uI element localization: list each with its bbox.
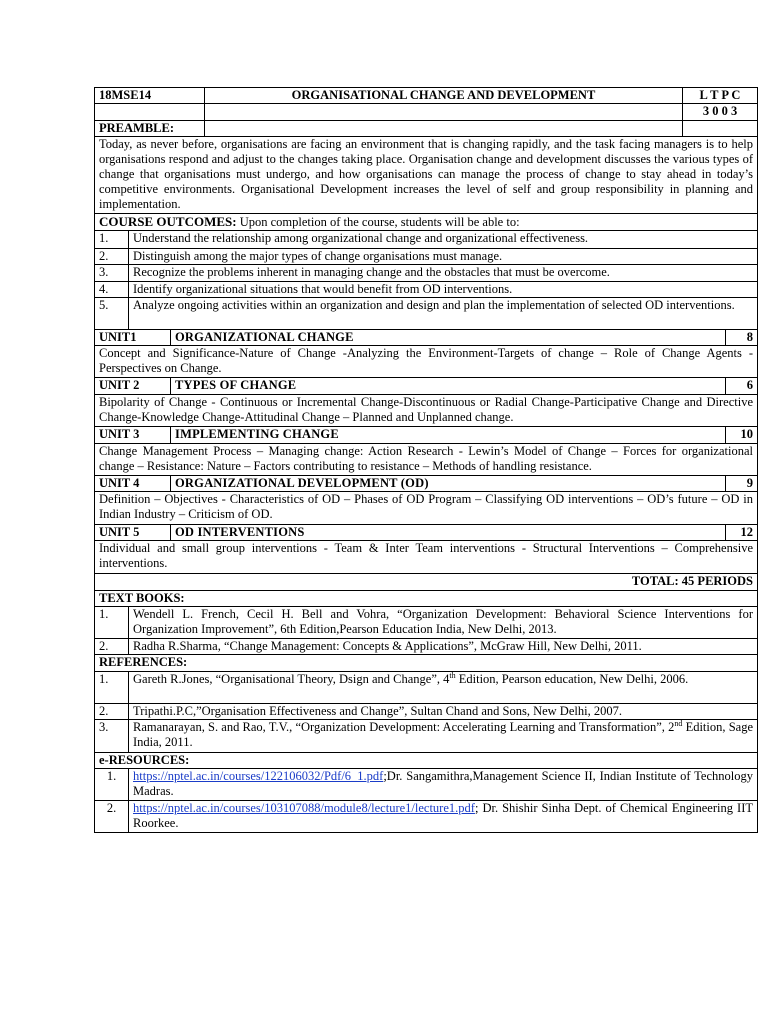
outcome-row	[95, 298, 758, 330]
unit-label: UNIT 3	[95, 427, 171, 444]
unit-heading-row	[95, 525, 758, 541]
unit-content: Individual and small group interventions - Team & Inter Team interventions - Structural Interventions – Comprehensive interventions.	[95, 541, 758, 574]
empty-cell	[683, 121, 758, 137]
textbook-row	[95, 639, 758, 655]
textbook-text: Wendell L. French, Cecil H. Bell and Vohra, “Organization Development: Behavioral Science Interventions for Organization Improvement”, 6th Edition,Pearson Education India, New Delhi, 2013.	[129, 607, 758, 639]
outcome-number: 4.	[95, 282, 129, 298]
outcomes-intro: Upon completion of the course, students will be able to:	[236, 215, 520, 229]
ltpc-label: L T P C	[683, 88, 758, 104]
unit-title: ORGANIZATIONAL CHANGE	[171, 330, 726, 346]
reference-text	[129, 720, 758, 753]
outcome-number: 2.	[95, 249, 129, 265]
eresource-text: ; Dr. Shishir Sinha Dept. of Chemical Engineering IIT Roorkee.	[133, 801, 753, 830]
reference-text-part: Gareth R.Jones, “Organisational Theory, Dsign and Change”, 4	[133, 672, 450, 686]
unit-content: Concept and Significance-Nature of Change -Analyzing the Environment-Targets of change – Role of Change Agents - Perspectives on Change.	[95, 346, 758, 378]
references-heading: REFERENCES:	[95, 655, 758, 672]
eresource-number: 2.	[95, 801, 129, 833]
reference-text-part: Edition, Sage India, 2011.	[133, 720, 753, 749]
references-heading-row	[95, 655, 758, 672]
reference-text	[129, 672, 758, 704]
outcomes-heading-row	[95, 214, 758, 231]
unit-content-row	[95, 395, 758, 427]
outcome-number: 3.	[95, 265, 129, 282]
reference-text: Tripathi.P.C,”Organisation Effectiveness and Change”, Sultan Chand and Sons, New Delhi, 2007.	[129, 704, 758, 720]
unit-hours: 8	[726, 330, 758, 346]
unit-content-row	[95, 541, 758, 574]
reference-text-part: Edition, Pearson education, New Delhi, 2006.	[455, 672, 689, 686]
course-header-row	[95, 88, 758, 104]
preamble-heading-row	[95, 121, 758, 137]
unit-hours: 6	[726, 378, 758, 395]
unit-label: UNIT1	[95, 330, 171, 346]
unit-title: IMPLEMENTING CHANGE	[171, 427, 726, 444]
outcome-row	[95, 282, 758, 298]
preamble-text: Today, as never before, organisations are facing an environment that is changing rapidly, and the task facing managers is to help organisations respond and adjust to the changes taking place. Organisation change and development discusses the various types of change that organisations must undergo, and how organisations can manage the process of change to stay ahead in today’s competitive environments. Organisational Development increases the level of self and group responsibility in planning and implementation.	[95, 137, 758, 214]
total-row	[95, 574, 758, 591]
unit-content-row	[95, 346, 758, 378]
empty-cell	[205, 104, 683, 121]
outcome-row	[95, 249, 758, 265]
reference-text-part: Ramanarayan, S. and Rao, T.V., “Organization Development: Accelerating Learning and Transformation”, 2	[133, 720, 675, 734]
reference-row	[95, 704, 758, 720]
reference-superscript: nd	[674, 718, 683, 728]
eresource-text: ;Dr. Sangamithra,Management Science II, Indian Institute of Technology Madras.	[133, 769, 753, 798]
eresources-heading: e-RESOURCES:	[95, 753, 758, 769]
outcome-text: Recognize the problems inherent in managing change and the obstacles that must be overcome.	[129, 265, 758, 282]
eresource-number: 1.	[95, 769, 129, 801]
unit-heading-row	[95, 378, 758, 395]
unit-heading-row	[95, 330, 758, 346]
outcomes-heading: COURSE OUTCOMES:	[99, 214, 237, 229]
textbook-row	[95, 607, 758, 639]
outcome-number: 1.	[95, 231, 129, 249]
unit-title: OD INTERVENTIONS	[171, 525, 726, 541]
course-code: 18MSE14	[95, 88, 205, 104]
empty-cell	[205, 121, 683, 137]
unit-heading-row	[95, 476, 758, 492]
course-title: ORGANISATIONAL CHANGE AND DEVELOPMENT	[205, 88, 683, 104]
outcome-row	[95, 265, 758, 282]
unit-title: TYPES OF CHANGE	[171, 378, 726, 395]
eresource-link[interactable]: https://nptel.ac.in/courses/103107088/module8/lecture1/lecture1.pdf	[133, 801, 475, 815]
credits-row	[95, 104, 758, 121]
unit-content: Definition – Objectives - Characteristics of OD – Phases of OD Program – Classifying OD interventions – OD’s future – OD in Indian Industry – Criticism of OD.	[95, 492, 758, 525]
textbook-number: 1.	[95, 607, 129, 639]
reference-number: 2.	[95, 704, 129, 720]
unit-hours: 12	[726, 525, 758, 541]
total-periods: TOTAL: 45 PERIODS	[95, 574, 758, 591]
unit-label: UNIT 2	[95, 378, 171, 395]
eresource-entry	[129, 801, 758, 833]
unit-hours: 9	[726, 476, 758, 492]
eresource-entry	[129, 769, 758, 801]
unit-content-row	[95, 444, 758, 476]
ltpc-value: 3 0 0 3	[683, 104, 758, 121]
outcome-number: 5.	[95, 298, 129, 330]
outcome-row	[95, 231, 758, 249]
eresources-heading-row	[95, 753, 758, 769]
outcome-text: Understand the relationship among organizational change and organizational effectiveness.	[129, 231, 758, 249]
unit-label: UNIT 4	[95, 476, 171, 492]
reference-superscript: th	[449, 670, 456, 680]
textbooks-heading-row	[95, 591, 758, 607]
unit-label: UNIT 5	[95, 525, 171, 541]
unit-content-row	[95, 492, 758, 525]
eresource-row	[95, 801, 758, 833]
textbook-number: 2.	[95, 639, 129, 655]
reference-number: 3.	[95, 720, 129, 753]
outcomes-heading-cell	[95, 214, 758, 231]
textbooks-heading: TEXT BOOKS:	[95, 591, 758, 607]
unit-heading-row	[95, 427, 758, 444]
unit-title: ORGANIZATIONAL DEVELOPMENT (OD)	[171, 476, 726, 492]
outcome-text: Identify organizational situations that would benefit from OD interventions.	[129, 282, 758, 298]
syllabus-table	[94, 87, 758, 833]
eresource-link[interactable]: https://nptel.ac.in/courses/122106032/Pdf/6_1.pdf	[133, 769, 384, 783]
unit-hours: 10	[726, 427, 758, 444]
eresource-row	[95, 769, 758, 801]
reference-number: 1.	[95, 672, 129, 704]
textbook-text: Radha R.Sharma, “Change Management: Concepts & Applications”, McGraw Hill, New Delhi, 2011.	[129, 639, 758, 655]
preamble-heading: PREAMBLE:	[95, 121, 205, 137]
outcome-text: Distinguish among the major types of change organisations must manage.	[129, 249, 758, 265]
unit-content: Bipolarity of Change - Continuous or Incremental Change-Discontinuous or Radial Change-Participative Change and Directive Change-Knowledge Change-Attitudinal Change – Planned and Unplanned change.	[95, 395, 758, 427]
outcome-text: Analyze ongoing activities within an organization and design and plan the implementation of selected OD interventions.	[129, 298, 758, 330]
reference-row	[95, 720, 758, 753]
preamble-row	[95, 137, 758, 214]
reference-row	[95, 672, 758, 704]
empty-cell	[95, 104, 205, 121]
unit-content: Change Management Process – Managing change: Action Research - Lewin’s Model of Change – Forces for organizational change – Resistance: Nature – Factors contributing to resistance – Methods of handling resistance.	[95, 444, 758, 476]
